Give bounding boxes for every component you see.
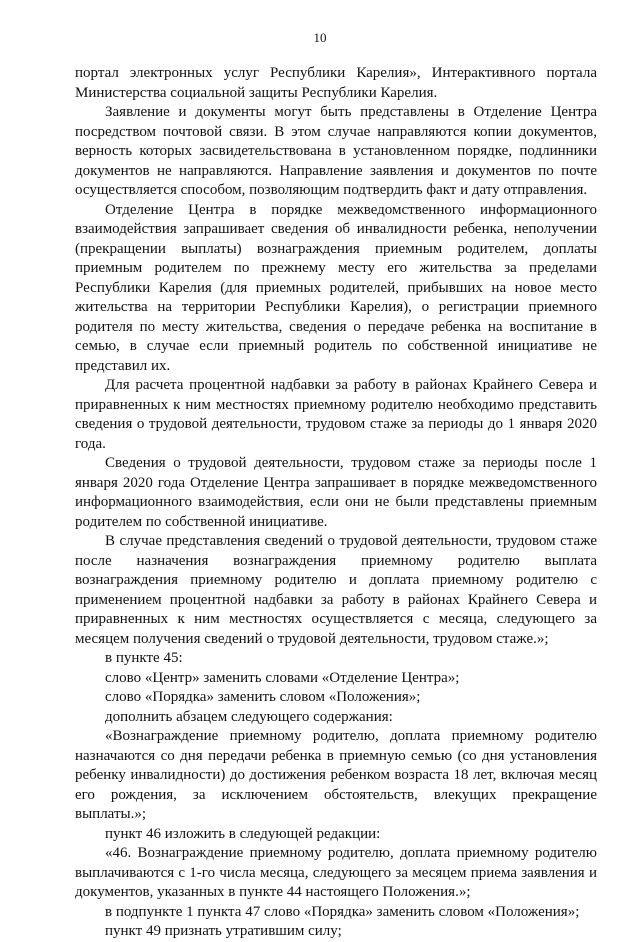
page-number: 10 [313,30,327,45]
paragraph: Отделение Центра в порядке межведомственного информационного взаимодействия запрашивает сведения об инвалидности ребенка, неполучении (прекращении выплаты) вознаграждения приемным родителем, доплаты приемным родителем по прежнему месту его жительства за пределами Республики Карелия (для приемных родителей, прибывших на новое место жительства на территории Республики Карелия), о регистрации приемного родителя по месту жительства, сведения о передаче ребенка на воспитание в семью, в случае если приемный родитель по собственной инициативе не представил их. [75,201,597,374]
document-body [75,64,597,942]
paragraph: портал электронных услуг Республики Карелия», Интерактивного портала Министерства социальной защиты Республики Карелия. [75,65,597,101]
paragraph: в пункте 45: [105,650,183,666]
paragraph: Заявление и документы могут быть представлены в Отделение Центра посредством почтовой связи. В этом случае направляются копии документов, верность которых засвидетельствована в установленном порядке, подлинники документов не направляются. Направление заявления и документов по почте осуществляется способом, позволяющим подтвердить факт и дату отправления. [75,104,597,198]
paragraph: В случае представления сведений о трудовой деятельности, трудовом стаже после назначения вознаграждения приемному родителю выплата вознаграждения приемному родителю и доплата приемному родителю с применением процентной надбавки за работу в районах Крайнего Севера и приравненных к ним местностях осуществляется с месяца, следующего за месяцем получения сведений о трудовой деятельности, трудовом стаже.»; [75,533,597,647]
paragraph: «46. Вознаграждение приемному родителю, доплата приемному родителю выплачиваются с 1-го числа месяца, следующего за месяцем приема заявления и документов, указанных в пункте 44 настоящего Положения.»; [75,845,597,900]
paragraph: слово «Порядка» заменить словом «Положения»; [105,689,421,705]
paragraph: Для расчета процентной надбавки за работу в районах Крайнего Севера и приравненных к ним местностях приемному родителю необходимо представить сведения о трудовой деятельности, трудовом стаже за периоды до 1 января 2020 года. [75,377,597,452]
paragraph: Сведения о трудовой деятельности, трудовом стаже за периоды после 1 января 2020 года Отделение Центра запрашивает в порядке межведомственного информационного взаимодействия, если они не были представлены приемным родителем по собственной инициативе. [75,455,597,530]
paragraph: слово «Центр» заменить словами «Отделение Центра»; [105,669,460,686]
paragraph: пункт 49 признать утратившим силу; [105,923,342,939]
paragraph: «Вознаграждение приемному родителю, доплата приемному родителю назначаются со дня передачи ребенка в приемную семью (со дня установления ребенку инвалидности) до достижения ребенком возраста 18 лет, включая месяц его рождения, за исключением обстоятельств, влекущих прекращение выплаты.»; [75,728,597,822]
paragraph: в подпункте 1 пункта 47 слово «Порядка» заменить словом «Положения»; [105,903,580,920]
paragraph: пункт 46 изложить в следующей редакции: [105,825,381,842]
paragraph: дополнить абзацем следующего содержания: [105,708,393,725]
